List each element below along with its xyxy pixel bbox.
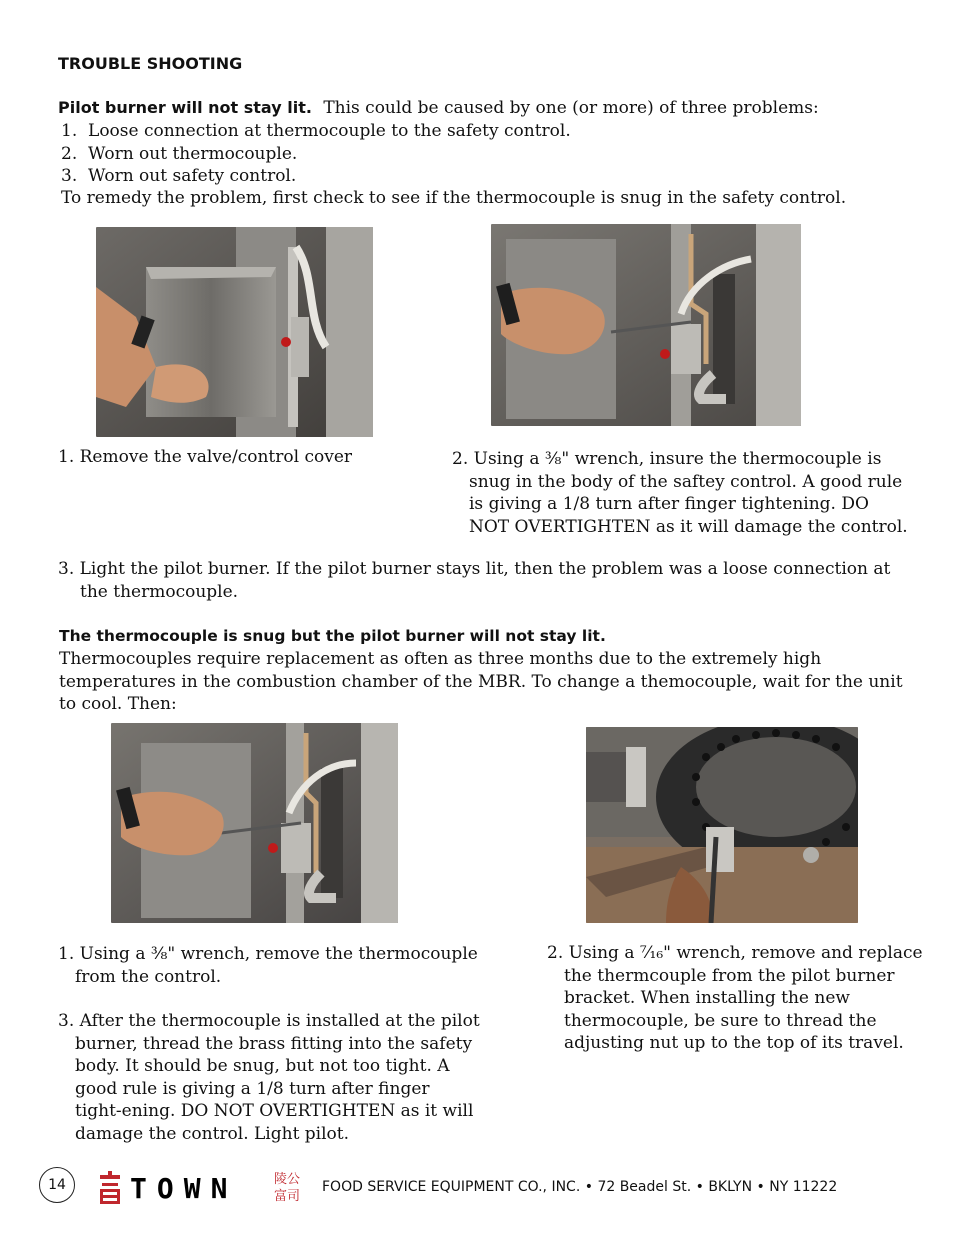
photo-remove-cover [96, 227, 373, 437]
caption-step1: 1. Remove the valve/control cover [58, 447, 353, 467]
caption-step3: 3. Light the pilot burner. If the pilot burner stays lit, then the problem was a loose connection at the thermocouple. [58, 559, 891, 602]
problem-item: 2. Worn out thermocouple. [61, 143, 298, 164]
page-number: 14 [39, 1167, 75, 1203]
problem-item: 1. Loose connection at thermocouple to the safety control. [61, 121, 571, 141]
caption2-step1: 1. Using a ⅜" wrench, remove the thermocouple from the control. [58, 944, 478, 987]
photo-pilot-burner [586, 727, 858, 923]
intro-line [58, 97, 819, 120]
problem-item: 3. Worn out safety control. [61, 166, 297, 186]
caption-step2: 2. Using a ⅜" wrench, insure the thermocouple is snug in the body of the saftey control. A good rule is giving a 1/8 turn after finger tightening. DO NOT OVERTIGHTEN as it will damage the control. [452, 449, 908, 537]
section2-text: Thermocouples require replacement as often as three months due to the extremely high temperatures in the combustion chamber of the MBR. To change a themocouple, wait for the unit to cool. Then: [59, 649, 903, 714]
logo-chinese: 陵公富司 [274, 1172, 301, 1204]
problem-list [61, 120, 571, 188]
photo-remove-thermocouple [111, 723, 398, 923]
caption2-step3: 3. After the thermocouple is installed at the pilot burner, thread the brass fitting into the safety body. It should be snug, but not too tight. A good rule is giving a 1/8 turn after finger tight-ening. DO NOT OVERTIGHTEN as it will damage the control. Light pilot. [58, 1011, 480, 1144]
intro-bold: Pilot burner will not stay lit. [58, 98, 312, 117]
intro-text: This could be caused by one (or more) of three problems: [323, 98, 819, 118]
logo-wordmark: TOWN [130, 1172, 238, 1205]
section-title: TROUBLE SHOOTING [58, 54, 243, 73]
photo-wrench-tighten [491, 224, 801, 426]
company-logo [98, 1171, 304, 1207]
remedy-text: To remedy the problem, first check to see if the thermocouple is snug in the safety control. [61, 188, 847, 208]
section2-heading: The thermocouple is snug but the pilot burner will not stay lit. [59, 627, 606, 645]
company-address: FOOD SERVICE EQUIPMENT CO., INC. • 72 Beadel St. • BKLYN • NY 11222 [322, 1179, 838, 1195]
caption2-step2: 2. Using a ⁷⁄₁₆" wrench, remove and replace the thermcouple from the pilot burner bracket. When installing the new thermocouple, be sure to thread the adjusting nut up to the top of its travel. [547, 943, 923, 1053]
